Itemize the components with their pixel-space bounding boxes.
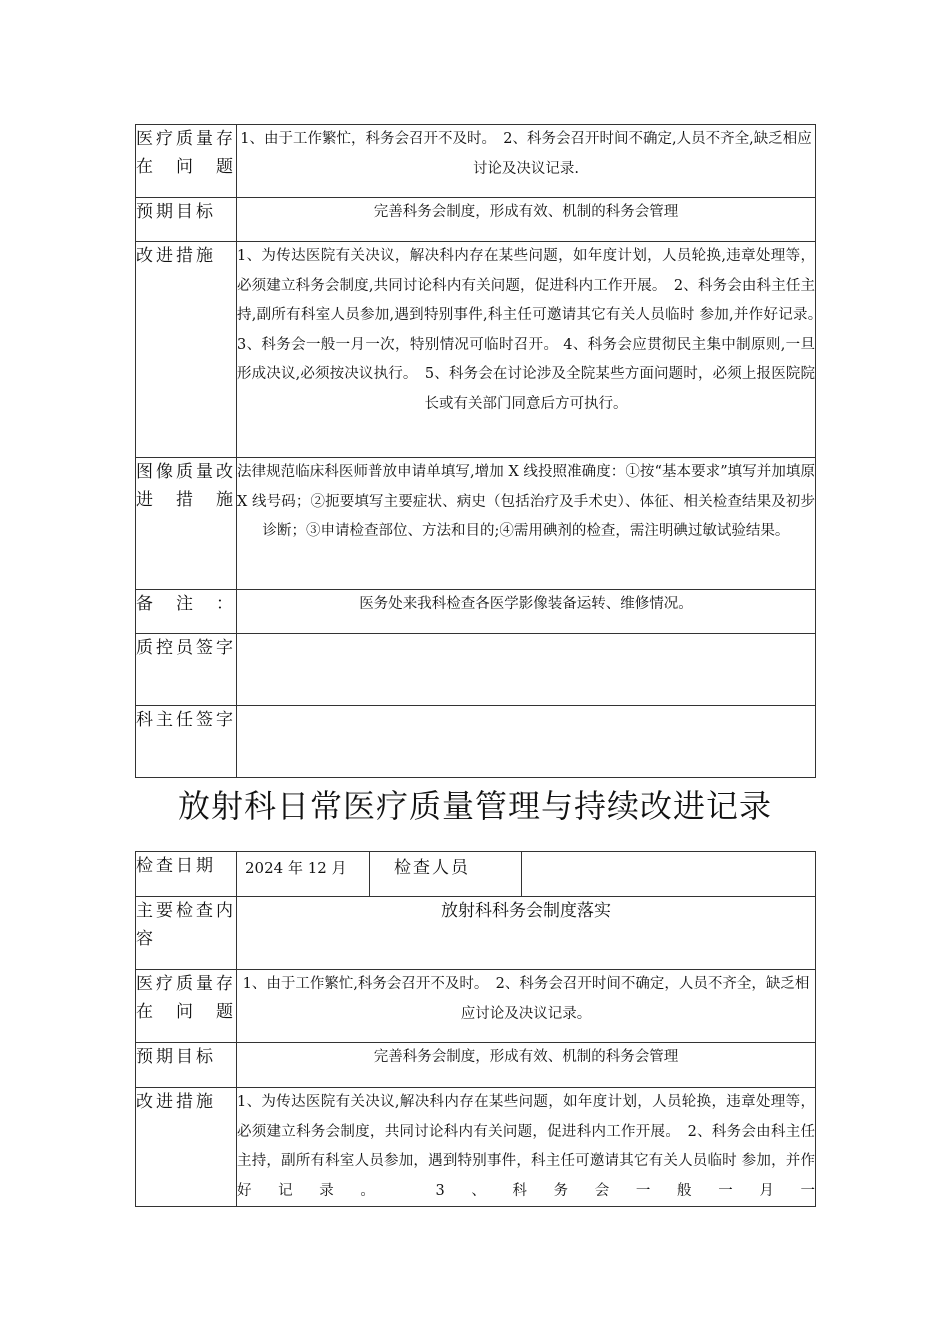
table-row [136, 198, 816, 242]
row-label-expected-goal: 预期目标 [136, 198, 237, 242]
row-content-image-quality: 法律规范临床科医师普放申请单填写,增加 X 线投照准确度：①按“基本要求”填写并加填原 X 线号码；②扼要填写主要症状、病史（包括治疗及手术史）、体征、相关检查结果及初步诊断；③申请检查部位、方法和目的;④需用碘剂的检查，需注明碘过敏试验结果。 [237, 458, 816, 590]
row-label-quality-issues-2: 医疗质量存在问题 [136, 970, 237, 1043]
row-label-improvement: 改进措施 [136, 242, 237, 458]
table-row [136, 125, 816, 198]
row-label-remarks: 备 注 ： [136, 590, 237, 634]
inspector-label: 检查人员 [370, 852, 522, 896]
row-content-main-content: 放射科科务会制度落实 [237, 897, 816, 970]
record-table-2 [135, 851, 816, 1207]
row-content-improvement: 1、为传达医院有关决议，解决科内存在某些问题，如年度计划，人员轮换,违章处理等，必须建立科务会制度,共同讨论科内有关问题，促进科内工作开展。 2、科务会由科主任主持,副所有科室人员参加,遇到特别事件,科主任可邀请其它有关人员临时 参加,并作好记录。 3、科务会一般一月一次，特别情况可临时召开。 4、科务会应贯彻民主集中制原则,一旦形成决议,必须按决议执行。 5、科务会在讨论涉及全院某些方面问题时，必须上报医院院长或有关部门同意后方可执行。 [237, 242, 816, 458]
row-label-image-quality: 图像质量改进措施 [136, 458, 237, 590]
table-row [136, 242, 816, 458]
table-row [136, 590, 816, 634]
row-content-quality-issues: 1、由于工作繁忙，科务会召开不及时。 2、科务会召开时间不确定,人员不齐全,缺乏相应讨论及决议记录. [237, 125, 816, 198]
table-row [136, 634, 816, 706]
row-label-director-signature: 科主任签字 [136, 706, 237, 778]
table-row [136, 1043, 816, 1088]
row-content-expected-goal-2: 完善科务会制度，形成有效、机制的科务会管理 [237, 1043, 816, 1088]
row-content-improvement-2: 1、为传达医院有关决议,解决科内存在某些问题，如年度计划，人员轮换，违章处理等，必须建立科务会制度，共同讨论科内有关问题，促进科内工作开展。 2、科务会由科主任主持，副所有科室人员参加，遇到特别事件，科主任可邀请其它有关人员临时 参加，并作好记录。 3、科务会一般一月一 [237, 1088, 816, 1207]
table-row [136, 458, 816, 590]
table-row [136, 852, 816, 897]
table-row [136, 706, 816, 778]
row-label-quality-issues: 医疗质量存在问题 [136, 125, 237, 198]
page-title: 放射科日常医疗质量管理与持续改进记录 [177, 787, 772, 825]
inspector-field[interactable] [522, 852, 815, 896]
row-content-quality-issues-2: 1、由于工作繁忙,科务会召开不及时。 2、科务会召开时间不确定，人员不齐全，缺乏相应讨论及决议记录。 [237, 970, 816, 1043]
qc-signature-field[interactable] [237, 634, 816, 706]
row-label-main-content: 主要检查内 容 [136, 897, 237, 970]
row-content-remarks: 医务处来我科检查各医学影像装备运转、维修情况。 [237, 590, 816, 634]
table-row [136, 970, 816, 1043]
row-label-improvement-2: 改进措施 [136, 1088, 237, 1207]
date-label: 检查日期 [136, 852, 237, 897]
row-label-qc-signature: 质控员签字 [136, 634, 237, 706]
row-content-expected-goal: 完善科务会制度，形成有效、机制的科务会管理 [237, 198, 816, 242]
table-row [136, 897, 816, 970]
row-label-expected-goal-2: 预期目标 [136, 1043, 237, 1088]
date-value: 2024 年 12 月 [237, 852, 370, 896]
director-signature-field[interactable] [237, 706, 816, 778]
table-row [136, 1088, 816, 1207]
record-table-1 [135, 124, 830, 778]
